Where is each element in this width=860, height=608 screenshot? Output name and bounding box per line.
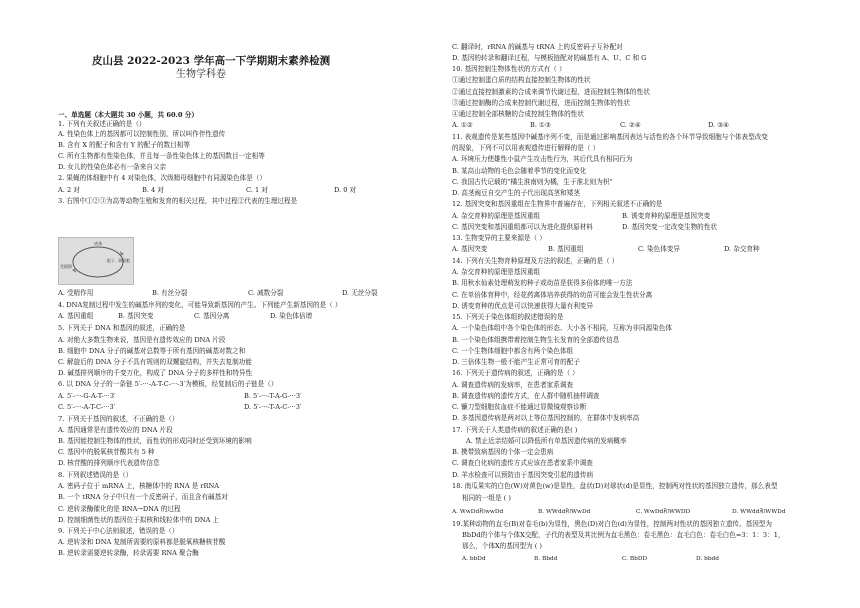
- q2-option-c: C. 1 对: [246, 186, 268, 194]
- life-cycle-diagram: [59, 238, 133, 284]
- q9-stem: 9. 下列关于中心法则叙述，错误的是（）: [58, 527, 179, 535]
- figure-label-gamete: 配子、卵细胞: [107, 258, 130, 263]
- q2-option-b: B. 4 对: [142, 186, 164, 194]
- q3-option-b: B. 有丝分裂: [152, 289, 188, 297]
- q10-option-b: B. ①③: [530, 121, 551, 129]
- q8-stem: 8. 下列叙述错误的是（）: [58, 471, 133, 479]
- q17-stem: 17. 下列关于人类遗传病的叙述正确的是( ): [452, 426, 578, 434]
- q14-option-c: C. 在单倍体育种中，经花药离体培养获得的幼苗可能会发生性状分离: [452, 291, 653, 299]
- q14-option-a: A. 杂交育种的原理是基因重组: [452, 268, 541, 276]
- q6-option-c: C. 5′-···-A-T-C-···3′: [58, 403, 116, 411]
- q12-stem: 12. 基因突变和基因重组在生物界中普遍存在，下列相关叙述不正确的是: [452, 200, 663, 208]
- exam-subtitle: 生物学科卷: [176, 69, 226, 80]
- q13-option-c: C. 染色体变异: [638, 245, 680, 253]
- q6-option-d: D. 5′-···-T-A-C-···3′: [244, 403, 302, 411]
- q12-option-c: C. 基因突变和基因重组都可以为进化提供原材料: [452, 223, 593, 231]
- q16-option-d: D. 多基因遗传病是两对以上等位基因控制的，在群体中发病率高: [452, 414, 640, 422]
- q5-option-d: D. 碱基排列顺序的千变万化，构成了 DNA 分子的多样性和特异性: [58, 369, 253, 377]
- q5-option-c: C. 解旋后的 DNA 分子不具有规则的双螺旋结构，并失去复制功能: [58, 358, 252, 366]
- q8-option-a: A. 密码子位于 mRNA 上，核糖体中的 RNA 是 rRNA: [58, 482, 220, 490]
- q10-statement-1: ①通过控制蛋白质的结构直接控制生物体的性状: [452, 76, 591, 84]
- q16-option-c: C. 镰刀型细胞贫血症不能通过显微镜观察诊断: [452, 403, 587, 411]
- q16-option-b: B. 调查遗传病的遗传方式，在人群中随机抽样调查: [452, 392, 600, 400]
- q8-option-b: B. 一个 tRNA 分子中只有一个反密码子，而且含有碱基对: [58, 493, 228, 501]
- q17-option-a: A. 禁止近亲结婚可以降低所有单基因遗传病的发病概率: [466, 437, 627, 445]
- q7-stem: 7. 下列关于基因的叙述，不正确的是（）: [58, 415, 179, 423]
- q1-option-c: C. 所有生物都有性染色体，并且每一条性染色体上的基因数目一定相等: [58, 152, 265, 160]
- q9-option-a: A. 逆转录和 DNA 复制所需要的原料都是脱氧核糖核苷酸: [58, 538, 226, 546]
- q13-option-b: B. 基因重组: [548, 245, 584, 253]
- q15-option-b: B. 一个染色体组携带着控制生物生长发育的全部遗传信息: [452, 336, 620, 344]
- q16-option-a: A. 调查遗传病的发病率，在患者家系调查: [452, 381, 574, 389]
- q10-stem: 10. 基因控制生物体性状的方式有（ ）: [452, 65, 566, 73]
- figure-label-adult: 成体: [94, 241, 103, 246]
- q18-stem-line-2: 相同的一组是 ( ): [462, 494, 511, 502]
- q4-option-c: C. 基因分离: [194, 312, 230, 320]
- q14-stem: 14. 下列有关生物育种原理及方法的叙述，正确的是（ ）: [452, 257, 619, 265]
- q9-option-b: B. 逆转录需要逆转录酶，转录需要 RNA 聚合酶: [58, 549, 199, 557]
- q8-option-d: D. 控制细菌性状的基因位于拟核和线粒体中的 DNA 上: [58, 516, 220, 524]
- q10-statement-3: ③通过控制酶的合成来控制代谢过程，进而控制生物体的性状: [452, 99, 631, 107]
- q9-option-d: D. 基因的转录和翻译过程，与模板链配对的碱基有 A、U、C 和 G: [452, 54, 647, 62]
- q1-option-a: A. 性染色体上的基因都可以控制性别，所以叫作伴性遗传: [58, 130, 226, 138]
- q18-option-c: C. WwDd和WWDD: [636, 509, 691, 515]
- q10-option-c: C. ②④: [620, 121, 641, 129]
- q11-option-b: B. 某高山动物的毛色会随着季节的变化而变化: [452, 167, 587, 175]
- q11-option-a: A. 环境压力使雄性小鼠产生攻击性行为，其后代具有相同行为: [452, 155, 633, 163]
- q2-stem: 2. 果蝇的体细胞中有 4 对染色体，次级精母细胞中有同源染色体是（）: [58, 174, 266, 182]
- q10-option-a: A. ①②: [452, 121, 473, 129]
- q2-option-a: A. 2 对: [58, 186, 80, 194]
- q3-option-a: A. 受精作用: [58, 289, 94, 297]
- q13-stem: 13. 生物变异的主要来源是（ ）: [452, 234, 546, 242]
- q3-option-d: D. 无丝分裂: [342, 289, 378, 297]
- q15-stem: 15. 下列关于染色体组的叙述错误的是: [452, 313, 564, 321]
- q5-stem: 5. 下列关于 DNA 和基因的叙述，正确的是: [58, 324, 186, 332]
- q12-option-b: B. 诱变育种的原理是基因突变: [622, 212, 711, 220]
- q3-stem: 3. 右图中①②③为高等动物生殖和发育的相关过程，其中过程②代表的生理过程是: [58, 197, 298, 205]
- q7-option-d: D. 核苷酸的排列顺序代表遗传信息: [58, 459, 160, 467]
- q4-option-d: D. 染色体倍增: [270, 312, 313, 320]
- q19-option-c: C. BbDD: [622, 556, 648, 562]
- q6-option-b: B. 5′-···-T-A-G-···3′: [244, 392, 302, 400]
- q19-stem-line-1: 19.某种动物的直毛(B)对卷毛(b)为显性，黑色(D)对白色(d)为显性，控制两对性状的基因独立遗传。基因型为: [452, 520, 772, 528]
- q11-stem-line-1: 11. 表观遗传是某些基因中碱基序列不变，而是通过影响基因表达与活性的各个环节导致细胞与个体表型改变: [452, 133, 768, 141]
- q1-option-d: D. 女儿的性染色体必有一条来自父亲: [58, 163, 167, 171]
- q11-option-c: C. 我国古代记载的“橘生淮南则为橘，生于淮北则为枳”: [452, 178, 613, 186]
- q18-option-a: A. WwDd和wwDd: [452, 509, 504, 515]
- q15-option-a: A. 一个染色体组中各个染色体的形态、大小各不相同，互称为非同源染色体: [452, 324, 672, 332]
- q9-option-c: C. 翻译时，rRNA 的碱基与 tRNA 上的反密码子互补配对: [452, 43, 623, 51]
- q5-option-b: B. 细胞中 DNA 分子的碱基对总数等于所有基因的碱基对数之和: [58, 347, 246, 355]
- q16-stem: 16. 下列关于遗传病的叙述，正确的是（ ）: [452, 369, 579, 377]
- q7-option-a: A. 基因通常是有遗传效应的 DNA 片段: [58, 426, 173, 434]
- figure-label-zygote: 受精卵: [60, 264, 72, 269]
- cycle-arrow: [73, 269, 77, 272]
- q11-stem-line-2: 的现象，下列不可以用表观遗传进行解释的是（ ）: [452, 144, 600, 152]
- section-heading: 一、单选题（本大题共 30 小题，共 60.0 分）: [58, 111, 198, 119]
- q11-option-d: D. 高茎豌豆自交产生的子代出现高茎和矮茎: [452, 189, 580, 197]
- q19-option-d: D. bbdd: [696, 556, 719, 562]
- q1-stem: 1. 下列有关叙述正确的是（）: [58, 120, 146, 128]
- q17-option-d: D. 羊水检查可以预防由于基因突变引起的遗传病: [452, 471, 594, 479]
- q18-stem-line-1: 18. 南瓜果实的白色(W)对黄色(w)是显性，盘状(D)对球状(d)是显性，控制两对性状的基因独立遗传，那么表型: [452, 482, 778, 490]
- q6-option-a: A. 5′-···-G-A-T-···3′: [58, 392, 116, 400]
- q10-statement-4: ④通过控制全部核糖的合成控制生物体的性状: [452, 110, 584, 118]
- q15-option-c: C. 一个生物体细胞中都含有两个染色体组: [452, 347, 574, 355]
- q17-option-b: B. 携带致病基因的个体一定会患病: [452, 448, 554, 456]
- q10-statement-2: ②通过直接控制激素的合成来调节代谢过程，进而控制生物体的性状: [452, 88, 650, 96]
- q13-option-d: D. 杂交育种: [724, 245, 760, 253]
- q4-stem: 4. DNA复制过程中发生的碱基序列的变化，可能导致新基因的产生。下列能产生新基因的是（ ）: [58, 301, 342, 309]
- q10-option-d: D. ③④: [708, 121, 730, 129]
- q14-option-d: D. 诱变育种的优点是可以快速获得大量有利变异: [452, 302, 594, 310]
- q8-option-c: C. 逆转录酶催化的是 RNA→DNA 的过程: [58, 505, 181, 513]
- q14-option-b: B. 用秋水仙素处理萌发的种子或幼苗是获得多倍体的唯一方法: [452, 279, 633, 287]
- q5-option-a: A. 对绝大多数生物来说，基因是有遗传效应的 DNA 片段: [58, 336, 226, 344]
- q7-option-b: B. 基因能控制生物体的性状，而性状的形成同时还受到环境的影响: [58, 437, 252, 445]
- q7-option-c: C. 基因中的脱氧核苷酸共有 5 种: [58, 448, 155, 456]
- q12-option-d: D. 基因突变一定改变生物的性状: [622, 223, 717, 231]
- q19-stem-line-3: 那么，个体X的基因型为 ( ): [462, 542, 542, 550]
- q3-option-c: C. 减数分裂: [248, 289, 284, 297]
- q19-option-a: A. bbDd: [462, 556, 486, 562]
- q18-option-d: D. WWdd和WWDd: [732, 509, 786, 515]
- q19-stem-line-2: BbDd的个体与个体X交配，子代的表型及其比例为直毛黑色：卷毛黑色：直毛白色：卷毛白色=3：1：3：1，: [462, 531, 785, 539]
- q17-option-c: C. 调查白化病的遗传方式应该在患者家系中调查: [452, 459, 593, 467]
- q18-option-b: B. WWdd和WwDd: [538, 509, 591, 515]
- life-cycle-figure: [58, 237, 134, 285]
- q13-option-a: A. 基因突变: [452, 245, 488, 253]
- q4-option-a: A. 基因重组: [58, 312, 94, 320]
- q6-stem: 6. 以 DNA 分子的一条链 5′-···-A-T-C-···-3′为模板，经复制后的子链是（）: [58, 380, 278, 388]
- q1-option-b: B. 含有 X 的配子和含有 Y 的配子的数目相等: [58, 141, 190, 149]
- cycle-arrow: [120, 252, 124, 255]
- q2-option-d: D. 0 对: [334, 186, 357, 194]
- exam-title: 皮山县 2022-2023 学年高一下学期期末素养检测: [92, 55, 331, 67]
- q4-option-b: B. 基因突变: [118, 312, 154, 320]
- q15-option-d: D. 三倍体生物一般不能产生正常可育的配子: [452, 358, 580, 366]
- q19-option-b: B. Bbdd: [534, 556, 558, 562]
- q12-option-a: A. 杂交育种的原理是基因重组: [452, 212, 541, 220]
